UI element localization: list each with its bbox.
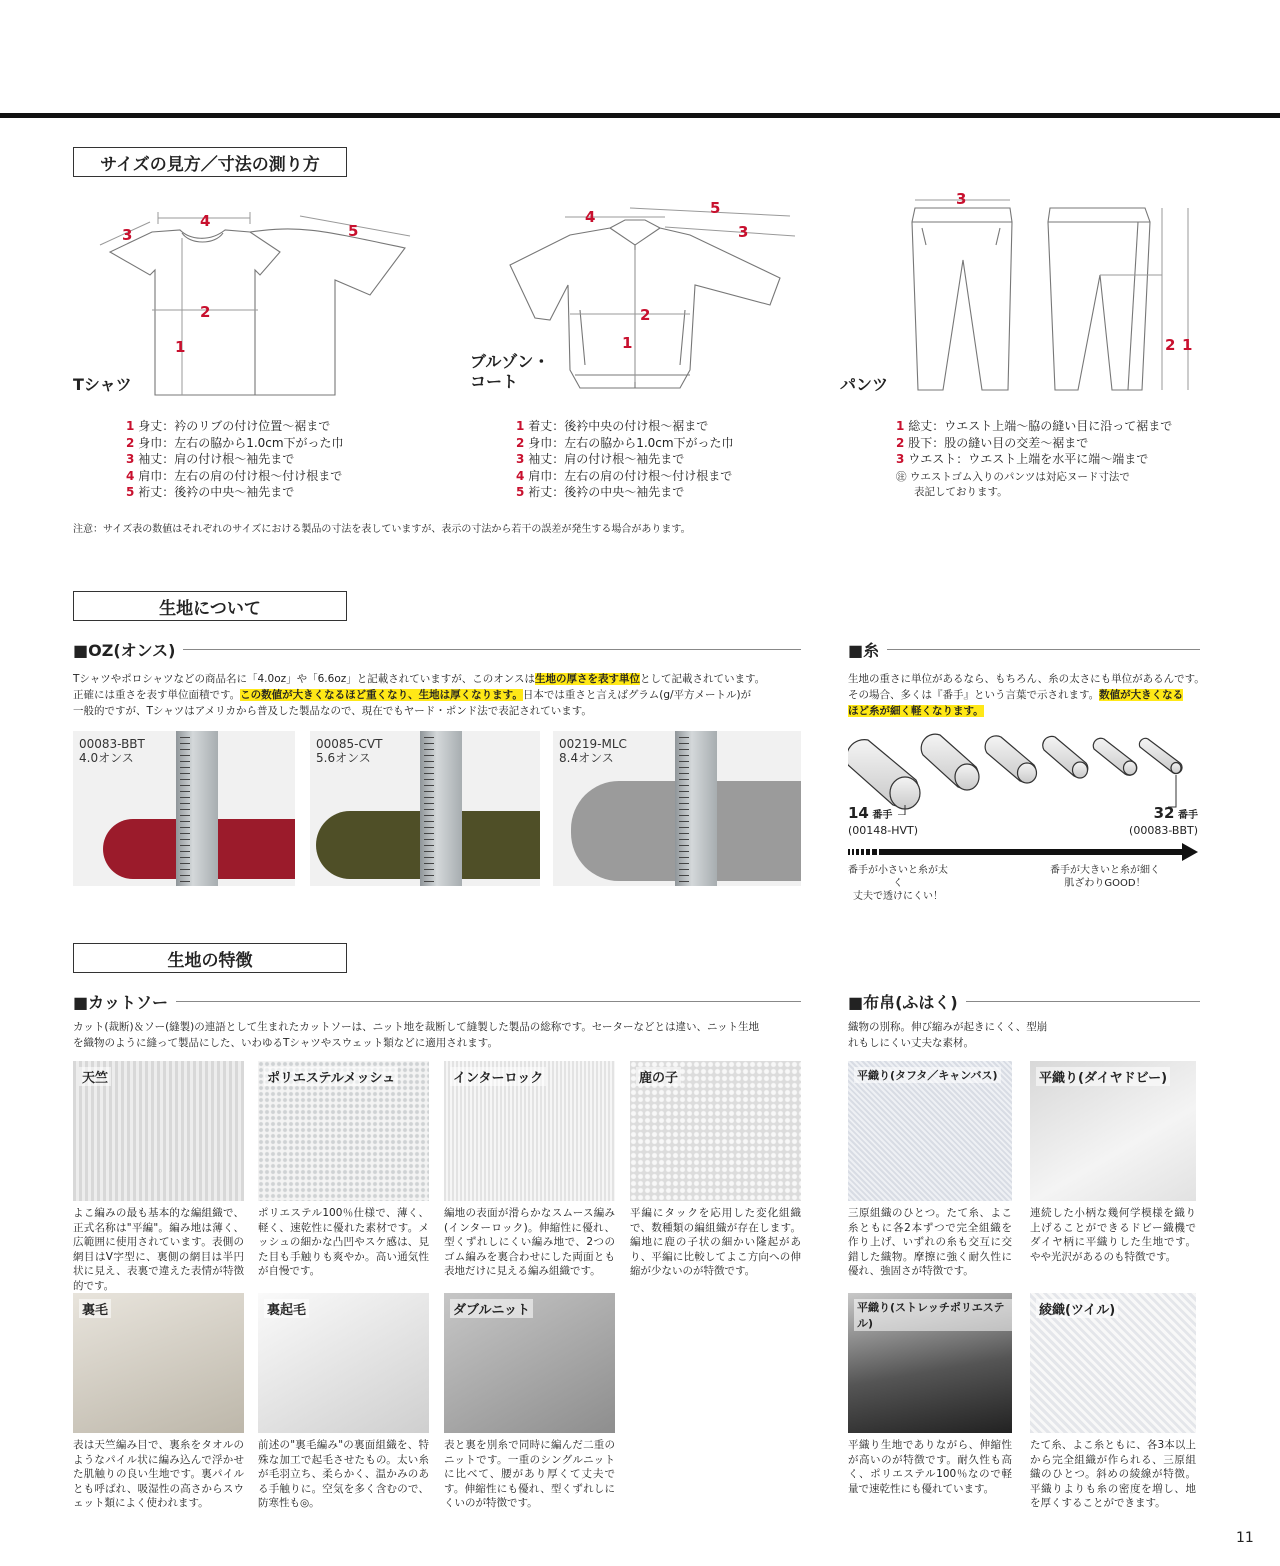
list-item: 2 股下：股の縫い目の交差〜裾まで [896,435,1089,450]
blouson-marker-2: 2 [640,306,651,324]
swatch-urakimo: 裏起毛 [258,1293,429,1433]
blouson-label-line2: コート [470,372,519,391]
swatch-plain-stretch-text: 平織り生地でありながら、伸縮性が高いのが特徴です。耐久性も高く、ポリエステル100％なので軽量で速乾性にも優れています。 [848,1439,1012,1495]
woven-heading-text: ■布帛(ふはく) [848,993,958,1012]
pants-label: パンツ [840,375,889,394]
swatch-plain-diamond-dobby-text: 連続した小柄な幾何学模様を織り上げることができるドビー織機でダイヤ柄に平織りした生地です。やや光沢があるのも特徴です。 [1030,1207,1196,1263]
tshirt-marker-3: 3 [122,226,133,244]
list-item: 5 裄丈：後衿の中央〜袖先まで [516,485,685,499]
yarn-diagram [848,725,1200,815]
list-item: 3 袖丈：肩の付け根〜袖先まで [126,452,295,466]
list-item: 3 袖丈：肩の付け根〜袖先まで [516,452,685,466]
fabric-photo-1 [73,731,295,886]
swatch-urake: 裏毛 [73,1293,244,1433]
fabric-photo-label: 00083-BBT 4.0オンス [79,737,145,765]
size-caution: 注意：サイズ表の数値はそれぞれのサイズにおける製品の寸法を表していますが、表示の寸法から若干の誤差が発生する場合があります。 [73,524,691,535]
list-item: 3 ウエスト：ウエスト上端を水平に端〜端まで [896,452,1149,466]
yarn-left-label: 14 番手 (00148-HVT) [848,804,919,837]
list-item: 1 身丈：衿のリブの付け位置〜裾まで [126,419,331,433]
blouson-marker-5: 5 [710,199,721,217]
list-item: 1 総丈：ウエスト上端〜脇の縫い目に沿って裾まで [896,419,1173,433]
swatch-twill-text: たて糸、よこ糸ともに、各3本以上から完全組織が作られる、三原組織のひとつ。斜めの綾線が特徴。平織りよりも糸の密度を増し、地を厚くすることができます。 [1030,1439,1196,1510]
list-item: 4 肩巾：左右の肩の付け根〜付け根まで [126,468,343,483]
tshirt-label: Tシャツ [73,375,132,394]
top-rule [0,113,1280,118]
blouson-label-line1: ブルゾン・ [470,352,550,371]
yarn-left-note: 番手が小さいと糸が太く 丈夫で透けにくい！ [848,865,948,902]
tshirt-marker-2: 2 [200,303,211,321]
swatch-interlock: インターロック [444,1061,615,1201]
swatch-twill: 綾織(ツイル) [1030,1293,1196,1433]
pants-marker-3: 3 [956,190,967,208]
swatch-double-knit-text: 表と裏を別糸で同時に編んだ二重のニットです。一重のシングルニットに比べて、腰があり厚くて丈夫です。伸縮性にも優れ、型くずれしにくいのが特徴です。 [444,1439,615,1510]
fabric-photo-label: 00085-CVT 5.6オンス [316,737,383,765]
swatch-interlock-text: 編地の表面が滑らかなスムース編み(インターロック)。伸縮性に優れ、型くずれしにくい編み地で、2つのゴム編みを裏合わせにした両面とも表地だけに見える編み組織です。 [444,1207,615,1278]
list-item: 4 肩巾：左右の肩の付け根〜付け根まで [516,468,733,483]
tshirt-marker-1: 1 [175,338,186,356]
yarn-right-label: 32 番手 (00083-BBT) [1129,804,1198,837]
blouson-marker-3: 3 [738,223,749,241]
oz-heading [73,638,801,661]
ruler [420,731,462,886]
swatch-tenjiku-text: よこ編みの最も基本的な編組織で、正式名称は"平編"。編み地は薄く、広範囲に使用されています。表側の網目はV字型に、裏側の網目は半円状に見え、表裏で違えた表情が特徴的です。 [73,1207,244,1292]
yarn-arrow [848,843,1200,863]
swatch-plain-diamond-dobby: 平織り(ダイヤドビー) [1030,1061,1196,1201]
fabric-photo-3 [553,731,801,886]
blouson-marker-1: 1 [622,334,633,352]
yarn-heading-text: ■糸 [848,641,880,660]
pants-note-line1: ㊟ ウエストゴム入りのパンツは対応ヌード寸法で [896,470,1130,483]
cutsew-paragraph: カット(裁断)＆ソー(縫製)の連語として生まれたカットソーは、ニット地を裁断して縫製した製品の総称です。セーターなどとは違い、ニット生地 を織物のように縫って製品にした、いわゆるTシャツやスウェット類などに適用されます。 [73,1021,760,1049]
woven-heading [848,990,1200,1013]
cutsew-heading-text: ■カットソー [73,993,168,1012]
swatch-urakimo-text: 前述の"裏毛編み"の裏面組織を、特殊な加工で起毛させたもの。太い糸が毛羽立ち、柔らかく、温かみのある手触りに。空気を多く含むので、防寒性も◎。 [258,1439,429,1510]
cutsew-heading [73,990,801,1013]
pants-marker-1: 1 [1182,336,1193,354]
ruler [675,731,717,886]
yarn-right-note: 番手が大きいと糸が細く 肌ざわりGOOD！ [1050,865,1160,889]
swatch-tenjiku: 天竺 [73,1061,244,1201]
blouson-measure-list [516,418,734,501]
pants-marker-2: 2 [1165,336,1176,354]
pants-measure-list [896,418,1172,500]
size-section-title: サイズの見方／寸法の測り方 [73,147,347,177]
blouson-marker-4: 4 [585,208,596,226]
tshirt-marker-4: 4 [200,212,211,230]
ruler [176,731,218,886]
list-item: 5 裄丈：後衿の中央〜袖先まで [126,485,295,499]
swatch-polyester-mesh-text: ポリエステル100％仕様で、薄く、軽く、速乾性に優れた素材です。メッシュの細かな凸凹やスケ感は、見た目も手触りも爽やか。高い通気性が自慢です。 [258,1207,429,1278]
tshirt-measure-list [126,418,344,501]
oz-paragraph: Tシャツやポロシャツなどの商品名に「4.0oz」や「6.6oz」と記載されていますが、このオンスは生地の厚さを表す単位として記載されています。 正確には重さを表す単位面積です。この数値が大きくなるほど重くなり、生地は厚くなります。日本では重さと言えばグラム(g/平方メートル)が 一般的ですが、Tシャツはアメリカから普及した製品なので、現在でもヤード・ポンド法で表記されています。 [73,673,766,717]
yarn-paragraph: 生地の重さに単位があるなら、もちろん、糸の太さにも単位があるんです。 その場合、多くは『番手』という言葉で示されます。数値が大きくなる ほど糸が細く軽くなります。 [848,673,1205,717]
list-item: 2 身巾：左右の脇から1.0cm下がった巾 [126,435,344,450]
pants-note-line2: 表記しております。 [914,485,1008,498]
swatch-polyester-mesh: ポリエステルメッシュ [258,1061,429,1201]
woven-paragraph: 織物の別称。伸び縮みが起きにくく、型崩 れもしにくい丈夫な素材。 [848,1021,1048,1049]
list-item: 2 身巾：左右の脇から1.0cm下がった巾 [516,435,734,450]
swatch-double-knit: ダブルニット [444,1293,615,1433]
pants-diagram [900,190,1200,400]
swatch-kanoko: 鹿の子 [630,1061,801,1201]
swatch-plain-taffeta: 平織り(タフタ／キャンバス) [848,1061,1012,1201]
page-number: 11 [1236,1530,1254,1546]
swatch-plain-stretch: 平織り(ストレッチポリエステル) [848,1293,1012,1433]
fabric-photo-2 [310,731,540,886]
swatch-kanoko-text: 平編にタックを応用した変化組織で、数種類の編組織が存在します。編地に鹿の子状の細かい隆起があり、平編に比較してよこ方向への伸縮が少ないのが特徴です。 [630,1207,801,1278]
tshirt-marker-5: 5 [348,222,359,240]
list-item: 1 着丈：後衿中央の付け根〜裾まで [516,419,709,433]
yarn-heading [848,638,1200,661]
tshirt-diagram [90,200,420,400]
pants-note [896,470,1172,500]
swatch-plain-taffeta-text: 三原組織のひとつ。たて糸、よこ糸ともに各2本ずつで完全組織を作り上げ、いずれの糸も交互に交錯した織物。摩擦に強く耐久性に優れ、強固さが特徴です。 [848,1207,1012,1278]
fabric-section-title: 生地について [73,591,347,621]
features-section-title: 生地の特徴 [73,943,347,973]
blouson-label [470,352,549,392]
oz-heading-text: ■OZ(オンス) [73,641,176,660]
swatch-urake-text: 表は天竺編み目で、裏糸をタオルのようなパイル状に編み込んで浮かせた肌触りの良い生地です。裏パイルとも呼ばれ、吸湿性の高さからスウェット類によく使われます。 [73,1439,244,1510]
fabric-photo-label: 00219-MLC 8.4オンス [559,737,627,765]
